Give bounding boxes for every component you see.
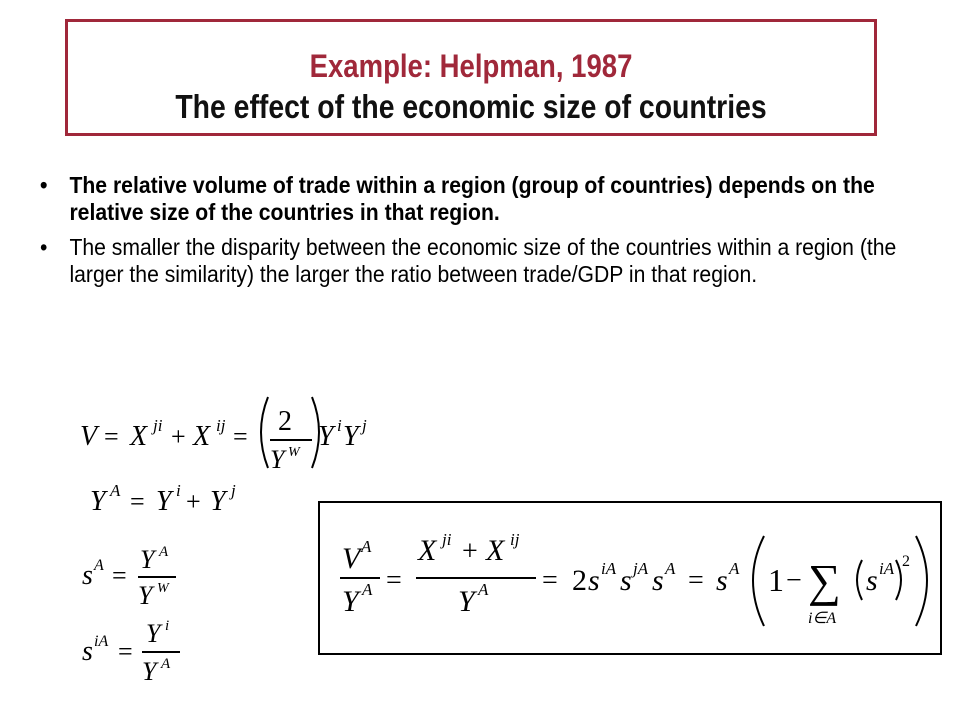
svg-text:+: + [186, 487, 201, 516]
svg-text:V: V [80, 421, 98, 452]
svg-text:Y: Y [343, 421, 359, 452]
svg-text:Y: Y [342, 585, 359, 618]
svg-text:A: A [729, 559, 740, 578]
svg-text:=: = [112, 561, 127, 590]
svg-text:Y: Y [210, 486, 226, 517]
svg-text:i: i [176, 481, 181, 500]
slide-subtitle: The effect of the economic size of countries [175, 88, 767, 125]
formula-trade-volume [80, 397, 367, 474]
svg-text:A: A [94, 557, 104, 574]
svg-text:A: A [361, 537, 372, 556]
svg-text:i: i [337, 416, 342, 435]
svg-text:s: s [716, 564, 728, 597]
bullet-text-1: The relative volume of trade within a region (group of countries) depends on the relative size of the countries in that region. [69, 172, 875, 225]
svg-text:=: = [104, 422, 119, 451]
formula-trade-ratio [340, 530, 927, 627]
svg-text:Y: Y [318, 421, 334, 452]
svg-text:W: W [157, 581, 169, 596]
svg-text:ij: ij [216, 416, 226, 435]
svg-text:s: s [82, 560, 93, 591]
svg-text:iA: iA [601, 559, 617, 578]
svg-text:s: s [866, 564, 878, 597]
slide-title: Example: Helpman, 1987 [309, 48, 633, 84]
svg-text:=: = [233, 422, 248, 451]
svg-text:Y: Y [146, 619, 161, 648]
svg-text:i∈A: i∈A [808, 610, 837, 627]
svg-text:Y: Y [458, 585, 475, 618]
svg-text:s: s [652, 564, 664, 597]
svg-text:X: X [418, 534, 437, 567]
svg-text:i: i [165, 618, 170, 634]
svg-text:Y: Y [142, 657, 157, 686]
svg-text:ji: ji [153, 416, 163, 435]
svg-text:Y: Y [140, 545, 155, 574]
svg-text:iA: iA [879, 559, 895, 578]
svg-text:A: A [161, 656, 171, 672]
svg-text:s: s [620, 564, 632, 597]
svg-text:1: 1 [768, 562, 784, 598]
bullet-marker: • [40, 234, 48, 260]
formula-region-size [90, 481, 236, 517]
svg-text:+: + [171, 422, 186, 451]
formula-country-share [82, 618, 180, 686]
svg-text:=: = [386, 565, 402, 596]
svg-text:Y: Y [138, 581, 153, 610]
svg-text:ij: ij [510, 530, 520, 549]
svg-text:W: W [288, 445, 300, 460]
svg-text:A: A [362, 580, 373, 599]
svg-text:+: + [462, 536, 478, 567]
svg-text:−: − [786, 565, 802, 596]
svg-text:A: A [665, 559, 676, 578]
svg-text:∑: ∑ [808, 555, 841, 606]
svg-text:=: = [130, 487, 145, 516]
svg-text:j: j [362, 416, 367, 435]
svg-text:A: A [478, 580, 489, 599]
svg-text:ji: ji [442, 530, 452, 549]
svg-text:2: 2 [278, 406, 292, 437]
bullet-text-2: The smaller the disparity between the economic size of the countries within a region (the larger the similarity) the larger the ratio between trade/GDP in that region. [69, 234, 897, 287]
svg-text:A: A [159, 544, 169, 560]
svg-text:Y: Y [270, 445, 285, 474]
svg-text:2: 2 [902, 553, 910, 570]
bullet-marker: • [40, 172, 48, 198]
svg-text:j: j [231, 481, 236, 500]
svg-text:jA: jA [633, 559, 649, 578]
svg-text:=: = [688, 565, 704, 596]
svg-text:iA: iA [94, 633, 109, 650]
svg-text:X: X [486, 534, 505, 567]
svg-text:=: = [542, 565, 558, 596]
svg-text:X: X [130, 421, 148, 452]
svg-text:2: 2 [572, 564, 587, 597]
svg-text:A: A [110, 481, 121, 500]
svg-text:Y: Y [90, 486, 106, 517]
svg-text:V: V [342, 542, 361, 575]
svg-text:X: X [193, 421, 211, 452]
formula-region-share [82, 544, 176, 610]
svg-text:s: s [82, 636, 93, 667]
svg-text:s: s [588, 564, 600, 597]
svg-text:Y: Y [156, 486, 172, 517]
svg-text:=: = [118, 637, 133, 666]
